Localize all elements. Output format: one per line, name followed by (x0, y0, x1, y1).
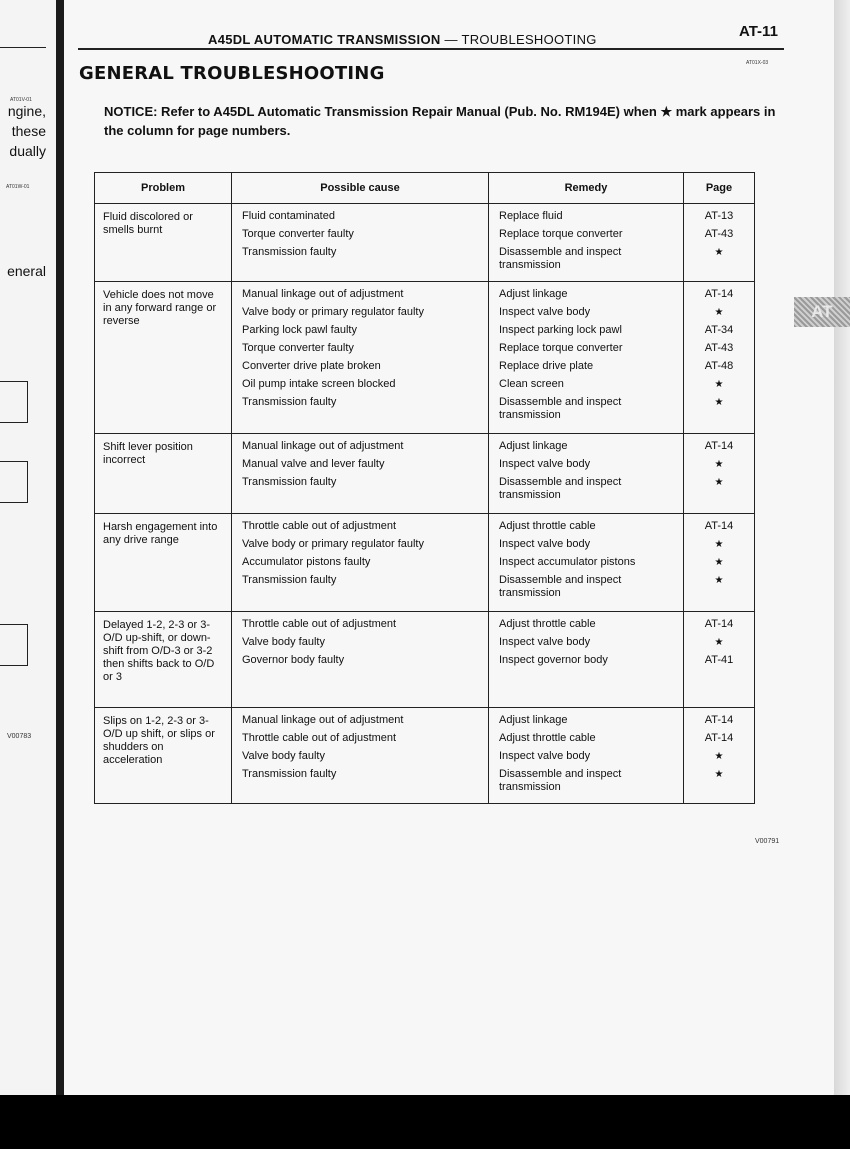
remedy-item: Inspect valve body (499, 538, 591, 550)
cause-item: Valve body faulty (242, 750, 325, 762)
remedy-item: Inspect parking lock pawl (499, 324, 622, 336)
table-row (95, 514, 755, 612)
cause-item: Oil pump intake screen blocked (242, 378, 396, 390)
star-mark: ★ (714, 307, 724, 318)
cause-item: Transmission faulty (242, 396, 337, 408)
cause-item: Manual linkage out of adjustment (242, 714, 404, 726)
section-title: GENERAL TROUBLESHOOTING (79, 63, 385, 84)
cause-cell (232, 514, 489, 612)
problem-cell: Vehicle does not move in any forward range or reverse (95, 282, 232, 434)
remedy-item: Replace torque converter (499, 342, 623, 354)
page-cell (684, 282, 755, 434)
star-mark: ★ (714, 557, 724, 568)
remedy-item: Inspect governor body (499, 654, 608, 666)
cause-item: Throttle cable out of adjustment (242, 520, 397, 532)
remedy-item: Inspect valve body (499, 458, 591, 470)
problem-cell: Harsh engagement into any drive range (95, 514, 232, 612)
remedy-item: Disassemble and inspect transmission (499, 574, 622, 599)
page-edge (834, 0, 850, 1095)
cause-item: Torque converter faulty (242, 228, 354, 240)
column-header-cause: Possible cause (232, 173, 489, 204)
table-row (95, 708, 755, 804)
cause-item: Transmission faulty (242, 246, 337, 258)
cause-cell (232, 434, 489, 514)
remedy-item: Inspect valve body (499, 750, 591, 762)
previous-page-fragment: dually (9, 143, 46, 159)
problem-cell: Fluid discolored or smells burnt (95, 204, 232, 282)
page-ref: AT-14 (704, 440, 734, 452)
cause-item: Throttle cable out of adjustment (242, 732, 397, 744)
section-code: AT01X-03 (746, 60, 769, 66)
scan-border (0, 1095, 850, 1149)
page-ref: AT-14 (704, 520, 734, 532)
cause-item: Valve body or primary regulator faulty (242, 306, 424, 318)
problem-cell: Delayed 1-2, 2-3 or 3-O/D up-shift, or down-shift from O/D-3 or 3-2 then shifts back to O/D or 3 (95, 612, 232, 708)
table-row (95, 204, 755, 282)
page-ref: AT-14 (704, 732, 734, 744)
running-header: A45DL AUTOMATIC TRANSMISSION — TROUBLESHOOTING (208, 32, 597, 47)
star-mark: ★ (714, 769, 724, 780)
cause-item: Accumulator pistons faulty (242, 556, 371, 568)
remedy-cell (489, 612, 684, 708)
cause-cell (232, 204, 489, 282)
column-header-page: Page (684, 173, 755, 204)
star-mark: ★ (714, 477, 724, 488)
star-mark: ★ (714, 575, 724, 586)
problem-cell: Shift lever position incorrect (95, 434, 232, 514)
column-header-remedy: Remedy (489, 173, 684, 204)
page-ref: AT-48 (704, 360, 734, 372)
cause-item: Manual valve and lever faulty (242, 458, 385, 470)
cause-cell (232, 282, 489, 434)
previous-page-figure-code: V00783 (7, 733, 32, 740)
cause-item: Valve body or primary regulator faulty (242, 538, 424, 550)
previous-page-rule (0, 47, 46, 48)
table-row (95, 434, 755, 514)
star-mark: ★ (714, 539, 724, 550)
cause-item: Fluid contaminated (242, 210, 335, 222)
remedy-item: Adjust throttle cable (499, 732, 596, 744)
previous-page-code: AT01V-01 (10, 97, 32, 103)
page-ref: AT-34 (704, 324, 734, 336)
cause-item: Manual linkage out of adjustment (242, 440, 404, 452)
remedy-cell (489, 204, 684, 282)
remedy-cell (489, 708, 684, 804)
star-mark: ★ (714, 247, 724, 258)
star-mark: ★ (714, 637, 724, 648)
section-tab-marker: AT (794, 297, 850, 327)
remedy-item: Adjust linkage (499, 288, 568, 300)
cause-cell (232, 612, 489, 708)
remedy-item: Disassemble and inspect transmission (499, 768, 622, 793)
cause-item: Throttle cable out of adjustment (242, 618, 397, 630)
remedy-item: Inspect valve body (499, 306, 591, 318)
page-ref: AT-14 (704, 618, 734, 630)
previous-page-fragment: these (11, 123, 46, 139)
table-row (95, 612, 755, 708)
remedy-item: Disassemble and inspect transmission (499, 476, 622, 501)
troubleshooting-table (94, 172, 755, 804)
remedy-item: Disassemble and inspect transmission (499, 246, 622, 271)
cause-item: Transmission faulty (242, 476, 337, 488)
page-ref: AT-43 (704, 228, 734, 240)
cause-item: Torque converter faulty (242, 342, 354, 354)
problem-cell: Slips on 1-2, 2-3 or 3-O/D up shift, or slips or shudders on acceleration (95, 708, 232, 804)
star-mark: ★ (714, 379, 724, 390)
cause-item: Transmission faulty (242, 574, 337, 586)
remedy-item: Disassemble and inspect transmission (499, 396, 622, 421)
star-mark: ★ (714, 397, 724, 408)
page-cell (684, 514, 755, 612)
remedy-item: Inspect valve body (499, 636, 591, 648)
cause-item: Valve body faulty (242, 636, 325, 648)
page-cell (684, 708, 755, 804)
remedy-cell (489, 434, 684, 514)
remedy-item: Adjust throttle cable (499, 618, 596, 630)
page-ref: AT-13 (704, 210, 734, 222)
cause-item: Parking lock pawl faulty (242, 324, 357, 336)
page-cell (684, 204, 755, 282)
previous-page-box (0, 461, 28, 503)
remedy-item: Inspect accumulator pistons (499, 556, 636, 568)
previous-page-edge (0, 0, 56, 1095)
page-ref: AT-14 (704, 714, 734, 726)
previous-page-code: AT01W-01 (6, 184, 30, 190)
header-title: A45DL AUTOMATIC TRANSMISSION (208, 32, 441, 47)
remedy-item: Adjust throttle cable (499, 520, 596, 532)
page-cell (684, 612, 755, 708)
remedy-cell (489, 514, 684, 612)
remedy-item: Replace fluid (499, 210, 563, 222)
star-mark: ★ (714, 459, 724, 470)
remedy-item: Clean screen (499, 378, 564, 390)
previous-page-fragment: ngine, (7, 103, 46, 119)
book-binding (56, 0, 64, 1095)
remedy-item: Replace torque converter (499, 228, 623, 240)
previous-page-fragment: eneral (7, 263, 46, 279)
remedy-item: Adjust linkage (499, 440, 568, 452)
remedy-item: Adjust linkage (499, 714, 568, 726)
table-row (95, 282, 755, 434)
cause-item: Transmission faulty (242, 768, 337, 780)
notice-text: NOTICE: Refer to A45DL Automatic Transmission Repair Manual (Pub. No. RM194E) when ★ mark appears in the column for page numbers. (104, 104, 776, 138)
table-header-row (95, 173, 755, 204)
column-header-problem: Problem (95, 173, 232, 204)
page-cell (684, 434, 755, 514)
figure-code: V00791 (755, 838, 780, 845)
page-ref: AT-14 (704, 288, 734, 300)
page-ref: AT-41 (704, 654, 734, 666)
cause-cell (232, 708, 489, 804)
star-mark: ★ (714, 751, 724, 762)
previous-page-box (0, 624, 28, 666)
cause-item: Governor body faulty (242, 654, 345, 666)
remedy-cell (489, 282, 684, 434)
remedy-item: Replace drive plate (499, 360, 594, 372)
cause-item: Manual linkage out of adjustment (242, 288, 404, 300)
header-rule (78, 48, 784, 50)
header-subtitle: TROUBLESHOOTING (461, 32, 597, 47)
previous-page-box (0, 381, 28, 423)
page-number: AT-11 (739, 23, 778, 40)
page-ref: AT-43 (704, 342, 734, 354)
cause-item: Converter drive plate broken (242, 360, 381, 372)
